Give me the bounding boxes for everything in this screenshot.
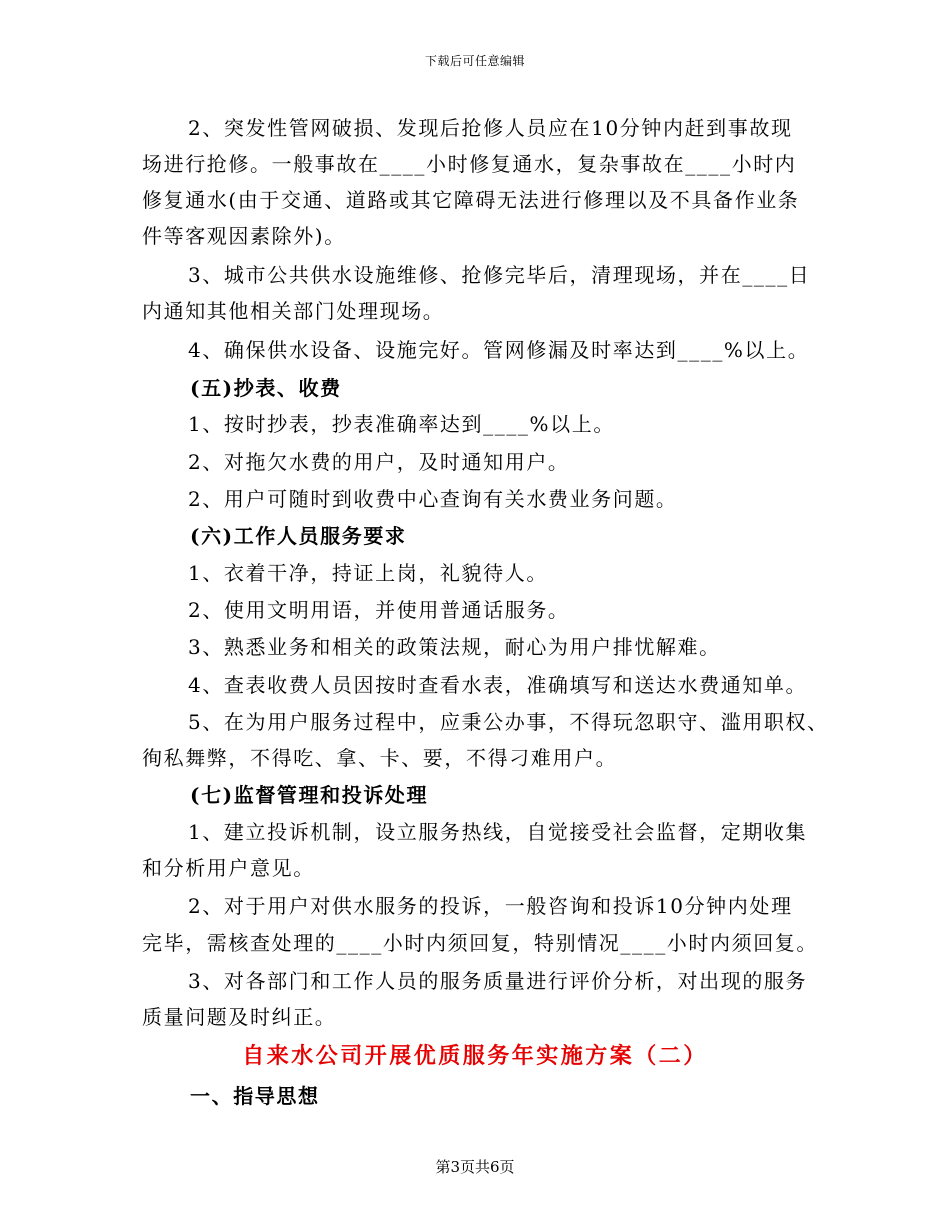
paragraph-line: 4、查表收费人员因按时查看水表，准确填写和送达水费通知单。 bbox=[188, 673, 808, 697]
paragraph-line: 4、确保供水设备、设施完好。管网修漏及时率达到____%以上。 bbox=[188, 338, 810, 362]
section-heading-guiding-ideology: 一、指导思想 bbox=[190, 1084, 320, 1108]
paragraph-line: 3、对各部门和工作人员的服务质量进行评价分析，对出现的服务 bbox=[188, 969, 808, 993]
section-heading-5: (五)抄表、收费 bbox=[190, 376, 342, 400]
paragraph-line: 质量问题及时纠正。 bbox=[142, 1005, 337, 1029]
paragraph-line: 3、熟悉业务和相关的政策法规，耐心为用户排忧解难。 bbox=[188, 635, 721, 659]
paragraph-line: 5、在为用户服务过程中，应秉公办事，不得玩忽职守、滥用职权、 bbox=[188, 710, 829, 734]
section-heading-7: (七)监督管理和投诉处理 bbox=[190, 783, 429, 807]
paragraph-line: 徇私舞弊，不得吃、拿、卡、要，不得刁难用户。 bbox=[142, 746, 618, 770]
section-heading-6: (六)工作人员服务要求 bbox=[190, 524, 407, 548]
document-title: 自来水公司开展优质服务年实施方案（二） bbox=[242, 1043, 708, 1069]
page-header: 下载后可任意编辑 bbox=[424, 54, 525, 68]
paragraph-line: 2、对拖欠水费的用户，及时通知用户。 bbox=[188, 450, 570, 474]
paragraph-line: 2、用户可随时到收费中心查询有关水费业务问题。 bbox=[188, 487, 678, 511]
paragraph-line: 2、对于用户对供水服务的投诉，一般咨询和投诉10分钟内处理 bbox=[188, 894, 793, 918]
paragraph-line: 3、城市公共供水设施维修、抢修完毕后，清理现场，并在____日 bbox=[188, 263, 811, 287]
paragraph-line: 场进行抢修。一般事故在____小时修复通水，复杂事故在____小时内 bbox=[142, 152, 797, 176]
paragraph-line: 内通知其他相关部门处理现场。 bbox=[142, 299, 445, 323]
paragraph-line: 1、建立投诉机制，设立服务热线，自觉接受社会监督，定期收集 bbox=[188, 820, 808, 844]
paragraph-line: 件等客观因素除外)。 bbox=[142, 224, 346, 248]
paragraph-line: 和分析用户意见。 bbox=[142, 856, 315, 880]
paragraph-line: 2、使用文明用语，并使用普通话服务。 bbox=[188, 598, 570, 622]
paragraph-line: 1、按时抄表，抄表准确率达到____%以上。 bbox=[188, 412, 615, 436]
paragraph-line: 2、突发性管网破损、发现后抢修人员应在10分钟内赶到事故现 bbox=[188, 116, 793, 140]
paragraph-line: 完毕，需核查处理的____小时内须回复，特别情况____小时内须回复。 bbox=[142, 931, 818, 955]
paragraph-line: 修复通水(由于交通、道路或其它障碍无法进行修理以及不具备作业条 bbox=[142, 188, 800, 212]
page-number: 第3页共6页 bbox=[435, 1158, 515, 1176]
paragraph-line: 1、衣着干净，持证上岗，礼貌待人。 bbox=[188, 561, 548, 585]
